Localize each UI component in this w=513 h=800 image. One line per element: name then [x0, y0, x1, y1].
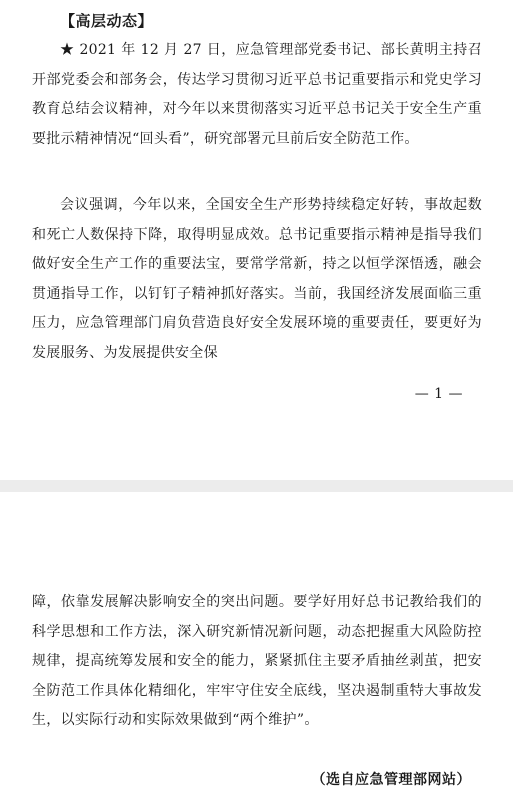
page-number: — 1 —	[414, 386, 463, 402]
section-heading: 【高层动态】	[60, 12, 154, 30]
source-attribution: （选自应急管理部网站）	[311, 772, 471, 788]
news-paragraph-2-block	[32, 191, 482, 368]
news-paragraph-2: 会议强调，今年以来，全国安全生产形势持续稳定好转，事故起数和死亡人数保持下降，取得明显成效。总书记重要指示精神是指导我们做好安全生产工作的重要法宝，要常学常新，持之以恒学深悟透，融会贯通指导工作，以钉钉子精神抓好落实。当前，我国经济发展面临三重压力，应急管理部门肩负营造良好安全发展环境的重要责任，要更好为发展服务、为发展提供安全保	[32, 197, 482, 361]
document-page-2	[0, 492, 513, 800]
news-paragraph-1: ★ 2021 年 12 月 27 日，应急管理部党委书记、部长黄明主持召开部党委会和部务会，传达学习贯彻习近平总书记重要指示和党史学习教育总结会议精神，对今年以来贯彻落实习近平总书记关于安全生产重要批示精神情况“回头看”，研究部署元旦前后安全防范工作。	[32, 42, 482, 147]
news-paragraph-3: 障，依靠发展解决影响安全的突出问题。要学好用好总书记教给我们的科学思想和工作方法，深入研究新情况新问题，动态把握重大风险防控规律，提高统筹发展和安全的能力，紧紧抓住主要矛盾抽丝剥茧，把安全防范工作具体化精细化，牢牢守住安全底线，坚决遏制重特大事故发生，以实际行动和实际效果做到“两个维护”。	[32, 594, 482, 728]
news-paragraph-1-block	[32, 36, 482, 154]
news-paragraph-3-block	[32, 588, 482, 736]
